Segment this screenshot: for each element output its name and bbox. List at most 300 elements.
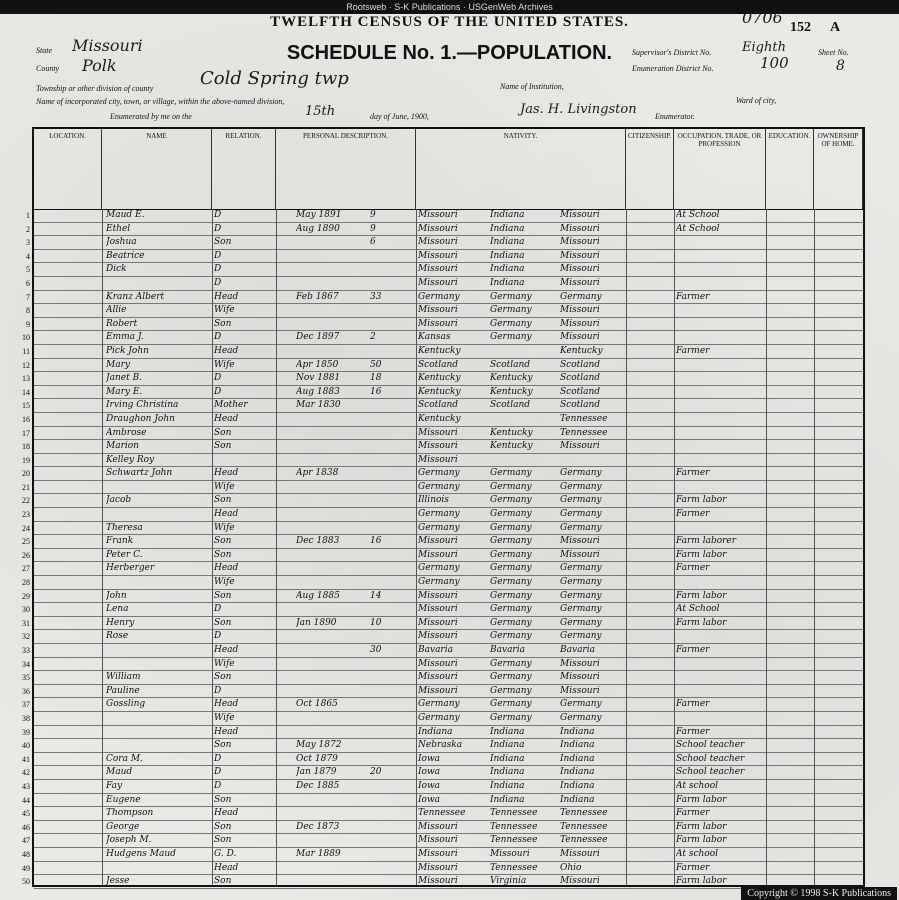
row-n: 36 (22, 686, 30, 696)
row-age: 6 (370, 237, 376, 248)
row-name: Draughon John (106, 413, 175, 424)
row-n: 34 (22, 659, 30, 669)
county-value: Polk (82, 56, 117, 75)
row-rel: D (214, 264, 222, 275)
row-name: Frank (106, 536, 134, 547)
row-mother: Missouri (560, 332, 600, 343)
row-name: Emma J. (106, 332, 144, 343)
schedule-title: SCHEDULE No. 1.—POPULATION. (286, 42, 613, 64)
state-value: Missouri (72, 36, 143, 55)
row-father: Germany (490, 468, 532, 479)
row-mother: Indiana (560, 740, 595, 751)
row-occ: Farmer (676, 345, 710, 356)
row-rel: Son (214, 835, 232, 846)
row-occ: Farm labor (676, 821, 727, 832)
row-rel: D (214, 780, 222, 791)
row-n: 4 (26, 251, 30, 261)
row-father: Germany (490, 699, 532, 710)
row-occ: Farm labor (676, 794, 727, 805)
row-place: Missouri (418, 604, 458, 615)
row-father: Indiana (490, 210, 525, 220)
row-n: 9 (26, 319, 30, 329)
row-n: 30 (22, 605, 30, 615)
row-name: Mary E. (106, 386, 143, 397)
row-name: Schwartz John (106, 468, 173, 479)
row-birth: Mar 1830 (296, 400, 341, 411)
township-label: Township or other division of county (36, 84, 154, 93)
row-father: Germany (490, 318, 532, 329)
row-place: Iowa (418, 767, 441, 778)
row-name: Joshua (106, 237, 137, 248)
row-occ: At school (676, 848, 718, 859)
row-n: 18 (22, 442, 30, 452)
row-mother: Missouri (560, 210, 600, 220)
row-place: Nebraska (418, 740, 463, 751)
row-rel: D (214, 685, 222, 696)
row-name: Pauline (106, 685, 140, 696)
column-header: NATIVITY. (416, 129, 626, 209)
row-name: Gossling (106, 699, 146, 710)
row-mother: Germany (560, 481, 602, 492)
row-birth: Dec 1883 (296, 536, 340, 547)
row-father: Kentucky (490, 427, 533, 438)
row-place: Missouri (418, 264, 458, 275)
row-name: Rose (106, 631, 129, 642)
row-birth: Oct 1879 (296, 753, 338, 764)
population-table (22, 127, 865, 887)
table-row (22, 848, 863, 862)
row-age: 18 (370, 373, 382, 384)
table-row (22, 658, 863, 672)
row-occ: Farmer (676, 509, 710, 520)
row-rel: Son (214, 590, 232, 601)
row-name: William (106, 672, 141, 683)
row-place: Missouri (418, 454, 458, 465)
row-father: Tennessee (490, 835, 538, 846)
row-n: 39 (22, 727, 30, 737)
row-name: Maud E. (106, 210, 145, 220)
row-mother: Germany (560, 617, 602, 628)
row-birth: Oct 1865 (296, 699, 338, 710)
row-age: 16 (370, 386, 382, 397)
row-father: Germany (490, 631, 532, 642)
table-row (26, 291, 863, 305)
row-place: Missouri (418, 277, 458, 288)
row-occ: Farm labor (676, 617, 727, 628)
row-place: Missouri (418, 835, 458, 846)
row-rel: Son (214, 794, 232, 805)
row-mother: Germany (560, 522, 602, 533)
enumeration-value: 100 (760, 54, 789, 72)
row-mother: Scotland (560, 373, 601, 384)
row-name: Allie (106, 305, 127, 316)
row-place: Missouri (418, 658, 458, 669)
row-mother: Indiana (560, 794, 595, 805)
row-place: Iowa (418, 780, 441, 791)
row-mother: Scotland (560, 359, 601, 370)
row-mother: Germany (560, 468, 602, 479)
row-n: 13 (22, 374, 30, 384)
row-age: 14 (370, 590, 382, 601)
row-rel: Head (214, 862, 239, 873)
row-place: Missouri (418, 318, 458, 329)
row-n: 27 (22, 564, 30, 574)
row-occ: Farm labor (676, 590, 727, 601)
row-rel: Wife (214, 522, 235, 533)
row-rel: D (214, 332, 222, 343)
census-title: TWELFTH CENSUS OF THE UNITED STATES. (270, 14, 629, 30)
table-row (22, 549, 863, 563)
row-age: 30 (370, 645, 382, 655)
column-divider (626, 209, 627, 885)
township-value: Cold Spring twp (200, 68, 349, 89)
table-row (22, 712, 863, 726)
row-mother: Missouri (560, 237, 600, 248)
column-header: CITIZENSHIP. (626, 129, 674, 209)
row-place: Missouri (418, 862, 458, 873)
row-father: Indiana (490, 277, 525, 288)
row-mother: Germany (560, 699, 602, 710)
row-name: Mary (106, 359, 130, 370)
enumerated-suffix: day of June, 1900, (370, 112, 429, 121)
table-rows (22, 209, 863, 889)
table-row (22, 875, 863, 889)
row-birth: Aug 1885 (296, 590, 340, 601)
row-mother: Tennessee (560, 427, 608, 438)
row-father: Missouri (490, 848, 530, 859)
row-place: Missouri (418, 590, 458, 601)
row-n: 38 (22, 713, 30, 723)
row-place: Scotland (418, 359, 459, 370)
row-place: Missouri (418, 617, 458, 628)
row-place: Germany (418, 577, 460, 588)
row-place: Missouri (418, 876, 458, 887)
row-name: Jesse (106, 876, 130, 887)
row-birth: Dec 1873 (296, 821, 340, 832)
table-row (22, 522, 863, 536)
row-n: 41 (22, 754, 30, 764)
table-row (22, 698, 863, 712)
row-n: 6 (26, 278, 30, 288)
row-name: Irving Christina (106, 400, 179, 411)
row-n: 35 (22, 673, 30, 683)
column-divider (416, 209, 417, 885)
row-occ: Farmer (676, 726, 710, 737)
row-n: 2 (26, 224, 30, 234)
row-mother: Missouri (560, 441, 600, 452)
row-father: Germany (490, 332, 532, 343)
state-label: State (36, 46, 52, 55)
row-rel: Son (214, 495, 232, 506)
row-father: Indiana (490, 753, 525, 764)
table-row (22, 726, 863, 740)
row-n: 43 (22, 781, 30, 791)
row-place: Germany (418, 468, 460, 479)
row-place: Germany (418, 509, 460, 520)
table-row (22, 603, 863, 617)
row-mother: Missouri (560, 549, 600, 560)
row-place: Missouri (418, 536, 458, 547)
row-place: Missouri (418, 631, 458, 642)
row-place: Germany (418, 481, 460, 492)
row-name: Peter C. (106, 549, 143, 560)
table-row (26, 209, 863, 223)
table-row (22, 685, 863, 699)
row-rel: Wife (214, 359, 235, 370)
row-n: 49 (22, 863, 30, 873)
page-letter: A (830, 20, 841, 35)
row-mother: Germany (560, 590, 602, 601)
row-place: Missouri (418, 441, 458, 452)
table-row (22, 494, 863, 508)
row-occ: School teacher (676, 740, 745, 751)
row-birth: Dec 1885 (296, 780, 340, 791)
row-father: Indiana (490, 250, 525, 261)
row-n: 32 (22, 632, 30, 642)
column-divider (102, 209, 103, 885)
row-father: Kentucky (490, 441, 533, 452)
row-n: 37 (22, 700, 30, 710)
row-rel: D (214, 223, 222, 234)
row-father: Tennessee (490, 808, 538, 819)
row-place: Missouri (418, 305, 458, 316)
row-birth: Jan 1879 (296, 767, 337, 778)
row-father: Bavaria (490, 645, 525, 655)
row-n: 26 (22, 550, 30, 560)
row-birth: Dec 1897 (296, 332, 340, 343)
ward-label: Ward of city, (736, 96, 777, 105)
row-father: Germany (490, 536, 532, 547)
row-place: Kansas (418, 332, 451, 343)
row-n: 42 (22, 768, 30, 778)
row-rel: Son (214, 536, 232, 547)
row-n: 20 (22, 469, 30, 479)
row-mother: Germany (560, 631, 602, 642)
row-father: Indiana (490, 264, 525, 275)
table-row (22, 739, 863, 753)
table-row (26, 223, 863, 237)
table-row (22, 331, 863, 345)
row-mother: Indiana (560, 753, 595, 764)
row-birth: May 1891 (296, 210, 342, 220)
row-rel: Wife (214, 305, 235, 316)
row-mother: Ohio (560, 862, 582, 873)
row-mother: Germany (560, 563, 602, 574)
row-name: Cora M. (106, 753, 143, 764)
row-n: 25 (22, 537, 30, 547)
row-n: 8 (26, 306, 30, 316)
row-rel: G. D. (214, 848, 237, 859)
table-row (22, 617, 863, 631)
row-birth: Feb 1867 (296, 291, 339, 302)
table-row (22, 794, 863, 808)
row-place: Iowa (418, 753, 441, 764)
row-occ: At School (676, 223, 720, 234)
row-father: Germany (490, 712, 532, 723)
row-name: Theresa (106, 522, 143, 533)
row-father: Germany (490, 291, 532, 302)
row-rel: Head (214, 726, 239, 737)
row-father: Germany (490, 617, 532, 628)
row-name: Fay (106, 780, 123, 791)
column-divider (276, 209, 277, 885)
row-n: 50 (22, 877, 30, 887)
table-row (22, 427, 863, 441)
row-occ: Farm laborer (676, 536, 737, 547)
row-mother: Germany (560, 291, 602, 302)
column-header: NAME (102, 129, 212, 209)
row-mother: Germany (560, 712, 602, 723)
row-occ: Farmer (676, 699, 710, 710)
table-header (34, 129, 863, 210)
table-row (22, 508, 863, 522)
table-row (22, 440, 863, 454)
row-n: 5 (26, 265, 30, 275)
row-rel: Son (214, 740, 232, 751)
row-place: Illinois (418, 495, 449, 506)
row-place: Tennessee (418, 808, 466, 819)
row-occ: Farmer (676, 291, 710, 302)
row-place: Germany (418, 699, 460, 710)
county-label: County (36, 64, 60, 73)
row-place: Indiana (418, 726, 453, 737)
row-place: Germany (418, 522, 460, 533)
row-place: Missouri (418, 685, 458, 696)
row-name: Herberger (106, 563, 155, 574)
row-n: 17 (22, 428, 30, 438)
row-rel: Head (214, 645, 239, 655)
table-row (22, 399, 863, 413)
row-mother: Missouri (560, 876, 600, 887)
row-n: 7 (26, 292, 30, 302)
row-place: Missouri (418, 672, 458, 683)
place-label: Name of incorporated city, town, or village, within the above-named division, (36, 97, 285, 106)
row-place: Missouri (418, 237, 458, 248)
row-father: Indiana (490, 740, 525, 751)
column-header: OCCUPATION, TRADE, OR PROFESSION (674, 129, 766, 209)
row-n: 15 (22, 401, 30, 411)
supervisor-value: Eighth (742, 40, 786, 55)
table-row (22, 862, 863, 876)
column-header: EDUCATION. (766, 129, 814, 209)
row-father: Tennessee (490, 821, 538, 832)
row-mother: Tennessee (560, 821, 608, 832)
table-row (22, 454, 863, 468)
table-row (26, 250, 863, 264)
row-n: 19 (22, 455, 30, 465)
row-age: 10 (370, 617, 382, 628)
column-header: LOCATION. (34, 129, 102, 209)
row-father: Indiana (490, 767, 525, 778)
row-father: Germany (490, 509, 532, 520)
row-rel: D (214, 250, 222, 261)
row-occ: Farm labor (676, 495, 727, 506)
row-rel: Son (214, 821, 232, 832)
row-father: Scotland (490, 359, 531, 370)
row-birth: Apr 1850 (296, 359, 339, 370)
table-row (22, 386, 863, 400)
row-rel: Son (214, 237, 232, 248)
row-rel: D (214, 753, 222, 764)
row-n: 29 (22, 591, 30, 601)
row-place: Missouri (418, 848, 458, 859)
row-name: Janet B. (106, 373, 143, 384)
row-rel: Son (214, 427, 232, 438)
row-n: 44 (22, 795, 30, 805)
row-rel: Head (214, 509, 239, 520)
row-mother: Missouri (560, 672, 600, 683)
column-divider (814, 209, 815, 885)
table-row (22, 562, 863, 576)
row-age: 33 (370, 291, 382, 302)
row-occ: At school (676, 780, 718, 791)
row-name: John (106, 590, 127, 601)
row-n: 11 (22, 346, 30, 356)
row-mother: Bavaria (560, 645, 595, 655)
row-mother: Tennessee (560, 808, 608, 819)
row-occ: At School (676, 604, 720, 615)
page-number: 152 (790, 20, 811, 35)
row-place: Missouri (418, 427, 458, 438)
copyright-notice: Copyright © 1998 S-K Publications (741, 887, 897, 900)
row-rel: D (214, 386, 222, 397)
row-name: Robert (106, 318, 138, 329)
row-name: Jacob (106, 495, 132, 506)
row-place: Germany (418, 291, 460, 302)
row-mother: Tennessee (560, 413, 608, 424)
row-mother: Indiana (560, 726, 595, 737)
table-row (22, 467, 863, 481)
row-place: Missouri (418, 821, 458, 832)
row-rel: D (214, 210, 222, 220)
row-place: Kentucky (418, 345, 461, 356)
row-mother: Missouri (560, 318, 600, 329)
row-n: 14 (22, 387, 30, 397)
row-rel: Head (214, 345, 239, 356)
row-father: Germany (490, 522, 532, 533)
row-n: 12 (22, 360, 30, 370)
sheet-value: 8 (836, 58, 845, 74)
table-row (22, 644, 863, 658)
row-n: 31 (22, 618, 30, 628)
row-place: Missouri (418, 210, 458, 220)
row-name: Joseph M. (106, 835, 152, 846)
row-n: 46 (22, 822, 30, 832)
row-mother: Missouri (560, 658, 600, 669)
row-father: Germany (490, 577, 532, 588)
row-occ: School teacher (676, 753, 745, 764)
row-father: Germany (490, 604, 532, 615)
row-birth: Jan 1890 (296, 617, 337, 628)
row-place: Bavaria (418, 645, 453, 655)
row-father: Indiana (490, 726, 525, 737)
table-row (22, 834, 863, 848)
row-place: Kentucky (418, 386, 461, 397)
row-father: Kentucky (490, 386, 533, 397)
row-father: Kentucky (490, 373, 533, 384)
row-rel: Son (214, 617, 232, 628)
table-row (22, 345, 863, 359)
row-n: 3 (26, 238, 30, 248)
row-mother: Germany (560, 604, 602, 615)
row-mother: Missouri (560, 305, 600, 316)
row-occ: At School (676, 210, 720, 220)
row-name: Kranz Albert (106, 291, 165, 302)
row-mother: Indiana (560, 767, 595, 778)
row-n: 45 (22, 809, 30, 819)
row-rel: D (214, 604, 222, 615)
row-mother: Scotland (560, 400, 601, 411)
